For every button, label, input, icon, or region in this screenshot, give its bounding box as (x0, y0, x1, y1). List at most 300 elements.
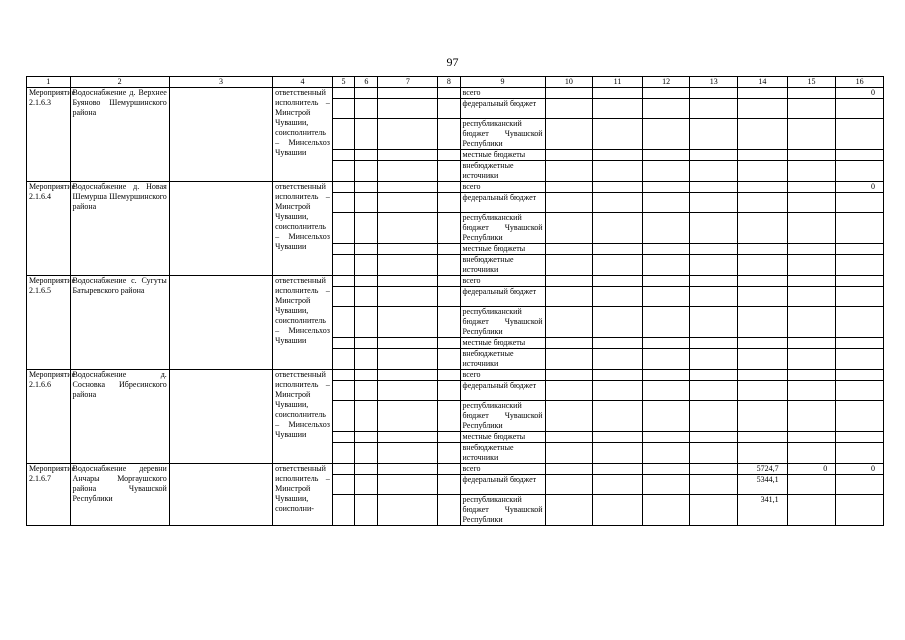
header-cell: 8 (438, 77, 460, 88)
empty-cell (690, 182, 738, 193)
empty-cell (332, 349, 354, 370)
event-name: Водоснабжение с. Сугуты Батыревского района (70, 276, 169, 370)
value-col14 (738, 255, 788, 276)
value-col14: 5724,7 (738, 464, 788, 475)
value-col15 (787, 381, 836, 401)
value-col15 (787, 161, 836, 182)
empty-cell (332, 464, 354, 475)
value-col15 (787, 182, 836, 193)
empty-cell (438, 349, 460, 370)
empty-cell (438, 150, 460, 161)
value-col14 (738, 349, 788, 370)
value-col14 (738, 432, 788, 443)
empty-cell (332, 443, 354, 464)
empty-cell (545, 193, 593, 213)
value-col14 (738, 99, 788, 119)
empty-cell (332, 287, 354, 307)
empty-cell (545, 244, 593, 255)
funding-source: местные бюджеты (460, 432, 545, 443)
event-name: Водоснабжение д. Новая Шемурша Шемуршинского района (70, 182, 169, 276)
empty-cell (593, 119, 643, 150)
value-col14 (738, 150, 788, 161)
empty-cell (545, 443, 593, 464)
empty-cell (642, 276, 690, 287)
value-col16 (836, 193, 884, 213)
value-col16 (836, 119, 884, 150)
empty-cell (438, 432, 460, 443)
empty-cell (378, 338, 438, 349)
empty-cell (642, 432, 690, 443)
value-col16 (836, 213, 884, 244)
empty-cell (593, 193, 643, 213)
value-col14 (738, 370, 788, 381)
funding-source: всего (460, 370, 545, 381)
empty-cell (378, 443, 438, 464)
empty-cell (438, 381, 460, 401)
responsible-executor: ответственный исполнитель – Минстрой Чувашии, соисполнитель – Минсельхоз Чувашии (273, 276, 333, 370)
value-col15 (787, 255, 836, 276)
empty-cell (332, 401, 354, 432)
empty-cell (593, 244, 643, 255)
empty-cell (593, 401, 643, 432)
empty-cell (438, 255, 460, 276)
header-cell: 1 (27, 77, 71, 88)
value-col14 (738, 401, 788, 432)
budget-table (26, 76, 884, 526)
funding-source: республиканский бюджет Чувашской Республики (460, 307, 545, 338)
funding-source: внебюджетные источники (460, 349, 545, 370)
empty-cell (545, 338, 593, 349)
empty-cell (378, 495, 438, 526)
empty-cell (545, 401, 593, 432)
empty-cell (355, 213, 378, 244)
empty-cell (593, 287, 643, 307)
empty-cell (545, 88, 593, 99)
funding-source: федеральный бюджет (460, 381, 545, 401)
empty-cell (593, 213, 643, 244)
funding-source: внебюджетные источники (460, 255, 545, 276)
event-name: Водоснабжение д. Сосновка Ибресинского района (70, 370, 169, 464)
empty-cell (332, 182, 354, 193)
value-col15 (787, 276, 836, 287)
empty-cell (378, 401, 438, 432)
value-col14 (738, 119, 788, 150)
empty-cell (642, 244, 690, 255)
funding-source: всего (460, 464, 545, 475)
responsible-executor: ответственный исполнитель – Минстрой Чувашии, соисполнитель – Минсельхоз Чувашии (273, 88, 333, 182)
empty-cell (438, 276, 460, 287)
value-col16 (836, 276, 884, 287)
empty-cell (545, 276, 593, 287)
empty-cell (378, 276, 438, 287)
empty-cell (545, 213, 593, 244)
value-col15 (787, 307, 836, 338)
value-col16 (836, 161, 884, 182)
empty-cell (690, 119, 738, 150)
header-cell: 4 (273, 77, 333, 88)
empty-cell (690, 276, 738, 287)
value-col14 (738, 182, 788, 193)
empty-cell (690, 244, 738, 255)
empty-cell (378, 182, 438, 193)
empty-cell (642, 401, 690, 432)
empty-cell (690, 88, 738, 99)
funding-source: федеральный бюджет (460, 99, 545, 119)
empty-cell (378, 161, 438, 182)
empty-cell (593, 182, 643, 193)
funding-source: местные бюджеты (460, 244, 545, 255)
empty-cell (593, 338, 643, 349)
empty-cell (438, 119, 460, 150)
event-col3 (169, 88, 272, 182)
empty-cell (355, 443, 378, 464)
empty-cell (378, 150, 438, 161)
event-id: Мероприятие 2.1.6.6 (27, 370, 71, 464)
empty-cell (593, 475, 643, 495)
header-cell: 2 (70, 77, 169, 88)
empty-cell (438, 99, 460, 119)
empty-cell (642, 464, 690, 475)
event-col3 (169, 464, 272, 526)
value-col15 (787, 244, 836, 255)
empty-cell (642, 495, 690, 526)
empty-cell (332, 193, 354, 213)
empty-cell (642, 150, 690, 161)
empty-cell (355, 119, 378, 150)
value-col14 (738, 443, 788, 464)
empty-cell (355, 475, 378, 495)
empty-cell (642, 99, 690, 119)
empty-cell (642, 88, 690, 99)
empty-cell (332, 255, 354, 276)
empty-cell (545, 370, 593, 381)
table-row (27, 464, 884, 475)
empty-cell (642, 213, 690, 244)
value-col14 (738, 338, 788, 349)
empty-cell (690, 443, 738, 464)
empty-cell (332, 213, 354, 244)
empty-cell (438, 475, 460, 495)
empty-cell (690, 338, 738, 349)
empty-cell (642, 443, 690, 464)
empty-cell (438, 182, 460, 193)
empty-cell (642, 370, 690, 381)
table-row (27, 182, 884, 193)
header-cell: 9 (460, 77, 545, 88)
header-cell: 14 (738, 77, 788, 88)
empty-cell (545, 287, 593, 307)
empty-cell (690, 401, 738, 432)
event-name: Водоснабжение деревни Анчары Моргаушского района Чувашской Республики (70, 464, 169, 526)
empty-cell (593, 464, 643, 475)
empty-cell (642, 255, 690, 276)
value-col15 (787, 401, 836, 432)
empty-cell (593, 443, 643, 464)
value-col15 (787, 119, 836, 150)
empty-cell (378, 349, 438, 370)
funding-source: всего (460, 182, 545, 193)
empty-cell (545, 150, 593, 161)
value-col16 (836, 338, 884, 349)
empty-cell (438, 370, 460, 381)
empty-cell (642, 475, 690, 495)
empty-cell (355, 150, 378, 161)
empty-cell (378, 287, 438, 307)
empty-cell (378, 193, 438, 213)
event-col3 (169, 182, 272, 276)
empty-cell (438, 193, 460, 213)
empty-cell (438, 443, 460, 464)
value-col15 (787, 287, 836, 307)
empty-cell (378, 88, 438, 99)
event-id: Мероприятие 2.1.6.7 (27, 464, 71, 526)
empty-cell (438, 244, 460, 255)
value-col14 (738, 193, 788, 213)
empty-cell (690, 287, 738, 307)
empty-cell (545, 99, 593, 119)
value-col16: 0 (836, 88, 884, 99)
empty-cell (593, 307, 643, 338)
empty-cell (593, 370, 643, 381)
table-row (27, 276, 884, 287)
empty-cell (332, 150, 354, 161)
empty-cell (690, 150, 738, 161)
header-cell: 16 (836, 77, 884, 88)
value-col16: 0 (836, 182, 884, 193)
value-col15 (787, 99, 836, 119)
responsible-executor: ответственный исполнитель – Минстрой Чувашии, соисполнитель – Минсельхоз Чувашии (273, 182, 333, 276)
empty-cell (355, 287, 378, 307)
value-col15 (787, 213, 836, 244)
empty-cell (332, 276, 354, 287)
value-col16 (836, 150, 884, 161)
header-cell: 11 (593, 77, 643, 88)
header-cell: 6 (355, 77, 378, 88)
event-id: Мероприятие 2.1.6.5 (27, 276, 71, 370)
empty-cell (355, 276, 378, 287)
empty-cell (690, 381, 738, 401)
value-col16 (836, 381, 884, 401)
empty-cell (332, 88, 354, 99)
empty-cell (690, 193, 738, 213)
empty-cell (355, 432, 378, 443)
empty-cell (593, 161, 643, 182)
empty-cell (355, 401, 378, 432)
empty-cell (545, 381, 593, 401)
empty-cell (355, 255, 378, 276)
empty-cell (355, 193, 378, 213)
funding-source: республиканский бюджет Чувашской Республики (460, 119, 545, 150)
empty-cell (438, 401, 460, 432)
value-col16 (836, 495, 884, 526)
value-col15 (787, 338, 836, 349)
empty-cell (332, 495, 354, 526)
header-cell: 12 (642, 77, 690, 88)
value-col14 (738, 381, 788, 401)
value-col16 (836, 443, 884, 464)
empty-cell (332, 307, 354, 338)
value-col16 (836, 370, 884, 381)
empty-cell (438, 213, 460, 244)
table-row (27, 370, 884, 381)
value-col15 (787, 349, 836, 370)
empty-cell (378, 244, 438, 255)
value-col16 (836, 475, 884, 495)
empty-cell (690, 255, 738, 276)
value-col16 (836, 349, 884, 370)
value-col14 (738, 213, 788, 244)
value-col15 (787, 443, 836, 464)
empty-cell (642, 193, 690, 213)
empty-cell (690, 213, 738, 244)
event-col3 (169, 370, 272, 464)
empty-cell (378, 213, 438, 244)
empty-cell (545, 255, 593, 276)
value-col16 (836, 255, 884, 276)
value-col16 (836, 287, 884, 307)
empty-cell (690, 464, 738, 475)
value-col16 (836, 244, 884, 255)
empty-cell (593, 381, 643, 401)
empty-cell (378, 464, 438, 475)
event-id: Мероприятие 2.1.6.3 (27, 88, 71, 182)
header-cell: 7 (378, 77, 438, 88)
empty-cell (545, 464, 593, 475)
empty-cell (378, 475, 438, 495)
funding-source: всего (460, 88, 545, 99)
event-name: Водоснабжение д. Верхнее Буяново Шемуршинского района (70, 88, 169, 182)
empty-cell (593, 495, 643, 526)
empty-cell (545, 432, 593, 443)
header-cell: 13 (690, 77, 738, 88)
table-row (27, 88, 884, 99)
empty-cell (545, 182, 593, 193)
funding-source: федеральный бюджет (460, 287, 545, 307)
empty-cell (593, 150, 643, 161)
value-col14: 5344,1 (738, 475, 788, 495)
empty-cell (332, 161, 354, 182)
empty-cell (642, 307, 690, 338)
empty-cell (332, 475, 354, 495)
funding-source: внебюджетные источники (460, 443, 545, 464)
empty-cell (355, 495, 378, 526)
header-cell: 15 (787, 77, 836, 88)
header-cell: 10 (545, 77, 593, 88)
empty-cell (355, 349, 378, 370)
value-col14: 341,1 (738, 495, 788, 526)
empty-cell (545, 475, 593, 495)
empty-cell (642, 338, 690, 349)
value-col15 (787, 150, 836, 161)
header-cell: 3 (169, 77, 272, 88)
empty-cell (593, 88, 643, 99)
funding-source: республиканский бюджет Чувашской Республики (460, 495, 545, 526)
empty-cell (332, 99, 354, 119)
value-col16 (836, 432, 884, 443)
empty-cell (642, 182, 690, 193)
value-col15: 0 (787, 464, 836, 475)
value-col14 (738, 307, 788, 338)
event-col3 (169, 276, 272, 370)
empty-cell (355, 370, 378, 381)
empty-cell (378, 307, 438, 338)
empty-cell (378, 255, 438, 276)
value-col15 (787, 432, 836, 443)
empty-cell (355, 161, 378, 182)
empty-cell (438, 161, 460, 182)
empty-cell (355, 381, 378, 401)
empty-cell (378, 370, 438, 381)
empty-cell (438, 495, 460, 526)
empty-cell (332, 338, 354, 349)
empty-cell (593, 276, 643, 287)
empty-cell (593, 432, 643, 443)
empty-cell (438, 338, 460, 349)
value-col15 (787, 193, 836, 213)
empty-cell (690, 99, 738, 119)
empty-cell (332, 244, 354, 255)
empty-cell (378, 99, 438, 119)
empty-cell (642, 287, 690, 307)
empty-cell (438, 287, 460, 307)
empty-cell (545, 495, 593, 526)
funding-source: всего (460, 276, 545, 287)
funding-source: внебюджетные источники (460, 161, 545, 182)
value-col15 (787, 475, 836, 495)
empty-cell (690, 495, 738, 526)
empty-cell (378, 381, 438, 401)
empty-cell (438, 307, 460, 338)
empty-cell (545, 119, 593, 150)
empty-cell (355, 99, 378, 119)
empty-cell (690, 307, 738, 338)
empty-cell (690, 370, 738, 381)
empty-cell (378, 432, 438, 443)
empty-cell (690, 432, 738, 443)
empty-cell (332, 119, 354, 150)
empty-cell (355, 182, 378, 193)
empty-cell (545, 349, 593, 370)
value-col16: 0 (836, 464, 884, 475)
empty-cell (438, 88, 460, 99)
value-col15 (787, 88, 836, 99)
value-col14 (738, 161, 788, 182)
responsible-executor: ответственный исполнитель – Минстрой Чувашии, соисполни- (273, 464, 333, 526)
empty-cell (355, 244, 378, 255)
empty-cell (355, 338, 378, 349)
empty-cell (690, 475, 738, 495)
empty-cell (545, 307, 593, 338)
empty-cell (593, 349, 643, 370)
empty-cell (690, 161, 738, 182)
empty-cell (438, 464, 460, 475)
empty-cell (332, 370, 354, 381)
value-col16 (836, 99, 884, 119)
empty-cell (593, 99, 643, 119)
funding-source: федеральный бюджет (460, 193, 545, 213)
empty-cell (593, 255, 643, 276)
value-col15 (787, 370, 836, 381)
value-col16 (836, 307, 884, 338)
funding-source: республиканский бюджет Чувашской Республики (460, 401, 545, 432)
event-id: Мероприятие 2.1.6.4 (27, 182, 71, 276)
responsible-executor: ответственный исполнитель – Минстрой Чувашии, соисполнитель – Минсельхоз Чувашии (273, 370, 333, 464)
empty-cell (332, 432, 354, 443)
value-col15 (787, 495, 836, 526)
value-col16 (836, 401, 884, 432)
funding-source: местные бюджеты (460, 338, 545, 349)
funding-source: местные бюджеты (460, 150, 545, 161)
